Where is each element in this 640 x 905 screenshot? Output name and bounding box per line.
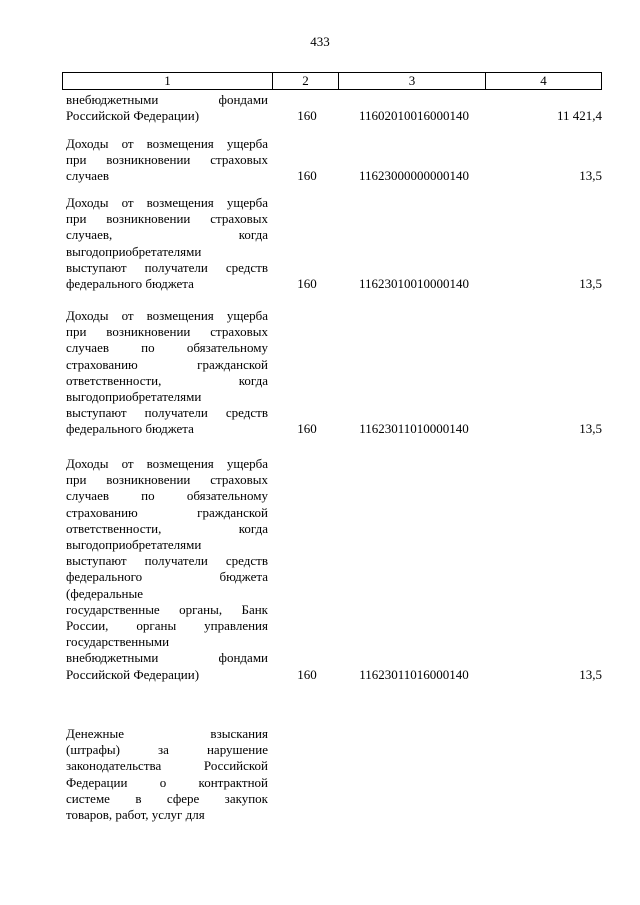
description-line: федерального бюджета xyxy=(66,569,268,585)
column-header-1: 1 xyxy=(63,73,273,89)
row-amount: 13,5 xyxy=(579,276,602,291)
description-line: государственные органы, Банк xyxy=(66,601,268,617)
description-line: ответственности, когда xyxy=(66,520,268,536)
row-amount: 13,5 xyxy=(579,421,602,437)
row-kbk: 11623011016000140 xyxy=(359,666,469,682)
column-header-4: 4 xyxy=(540,73,547,88)
column-header-2: 2 xyxy=(273,73,339,89)
description-line: (федеральные xyxy=(66,585,143,601)
description-line: Доходы от возмещения ущерба xyxy=(66,136,268,151)
description-line: выгодоприобретателями xyxy=(66,389,202,405)
description-line: федерального бюджета xyxy=(66,421,194,437)
description-line: системе в сфере закупок xyxy=(66,790,268,806)
row-description xyxy=(66,308,268,438)
table-header xyxy=(62,72,602,90)
description-line: выступают получатели средств xyxy=(66,405,268,421)
description-line: Денежные взыскания xyxy=(66,726,268,741)
row-description xyxy=(66,195,268,292)
description-line: при возникновении страховых xyxy=(66,152,268,168)
description-line: товаров, работ, услуг для xyxy=(66,807,205,823)
description-line: случаев по обязательному xyxy=(66,488,268,504)
row-code: 160 xyxy=(297,276,317,291)
column-header-3: 3 xyxy=(339,73,486,89)
row-amount: 11 421,4 xyxy=(556,108,602,124)
description-line: при возникновении страховых xyxy=(66,324,268,340)
description-line: случаев по обязательному xyxy=(66,340,268,356)
description-line: выгодоприобретателями xyxy=(66,243,202,259)
row-kbk: 11623000000000140 xyxy=(358,168,470,184)
description-line: Доходы от возмещения ущерба xyxy=(66,195,268,210)
row-code: 160 xyxy=(297,421,317,437)
description-line: внебюджетными фондами xyxy=(66,650,268,666)
description-line: случаев xyxy=(66,168,109,184)
description-line: Российской Федерации) xyxy=(66,108,200,124)
description-line: законодательства Российской xyxy=(66,758,268,774)
row-description xyxy=(66,136,268,185)
description-line: выступают получатели средств xyxy=(66,553,268,569)
description-line: выгодоприобретателями xyxy=(66,537,202,553)
description-line: случаев, когда xyxy=(66,227,268,243)
row-description xyxy=(66,92,268,124)
row-amount: 13,5 xyxy=(579,666,602,682)
row-code: 160 xyxy=(297,168,317,184)
description-line: страхованию гражданской xyxy=(66,356,268,372)
description-line: выступают получатели средств xyxy=(66,259,268,275)
description-line: России, органы управления xyxy=(66,618,268,634)
description-line: Федерации о контрактной xyxy=(66,774,268,790)
row-code: 160 xyxy=(297,666,317,682)
description-line: Доходы от возмещения ущерба xyxy=(66,456,268,471)
description-line: при возникновении страховых xyxy=(66,472,268,488)
description-line: федерального бюджета xyxy=(66,276,194,292)
row-amount: 13,5 xyxy=(579,168,602,184)
row-kbk: 11623010010000140 xyxy=(358,276,470,291)
row-description xyxy=(66,726,268,823)
row-description xyxy=(66,456,268,683)
description-line: внебюджетными фондами xyxy=(66,92,268,107)
page-number: 433 xyxy=(310,34,330,49)
description-line: Российской Федерации) xyxy=(66,666,200,682)
description-line: государственными xyxy=(66,634,170,650)
description-line: страхованию гражданской xyxy=(66,504,268,520)
description-line: при возникновении страховых xyxy=(66,211,268,227)
description-line: Доходы от возмещения ущерба xyxy=(66,308,268,323)
row-code: 160 xyxy=(297,108,317,124)
description-line: (штрафы) за нарушение xyxy=(66,742,268,758)
row-kbk: 11602010016000140 xyxy=(358,108,470,124)
row-kbk: 11623011010000140 xyxy=(359,421,469,437)
description-line: ответственности, когда xyxy=(66,372,268,388)
